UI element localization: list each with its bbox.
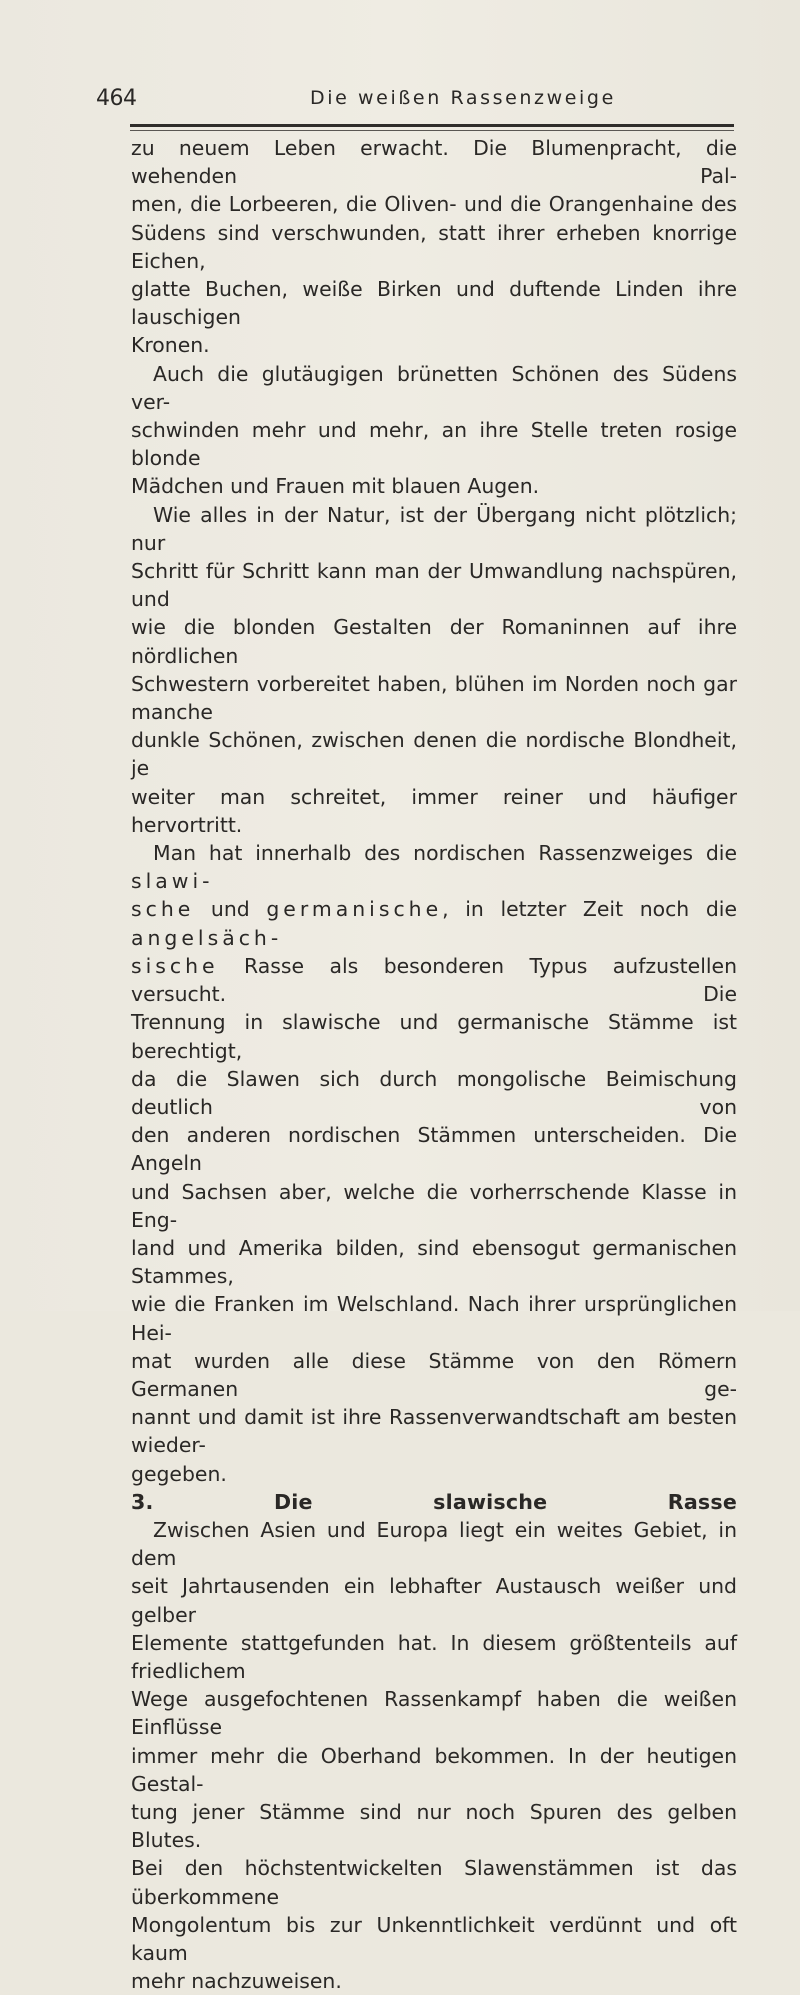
text-line xyxy=(131,952,737,1008)
spaced-term: sische xyxy=(131,953,219,978)
text-line: Mädchen und Frauen mit blauen Augen. xyxy=(131,474,540,499)
text-line: Trennung in slawische und germanische Stämme ist berechtigt, xyxy=(131,1010,737,1063)
page-number: 464 xyxy=(96,86,137,111)
running-title: Die weißen Rassenzweige xyxy=(310,87,616,109)
text-line: tung jener Stämme sind nur noch Spuren des gelben Blutes. xyxy=(131,1799,737,1853)
text-line: men, die Lorbeeren, die Oliven- und die Orangenhaine des xyxy=(131,192,737,217)
text-line: den anderen nordischen Stämmen unterscheiden. Die Angeln xyxy=(131,1123,737,1176)
text-line: Bei den höchstentwickelten Slawenstämmen ist das überkommene xyxy=(131,1856,737,1909)
text-line: zu neuem Leben erwacht. Die Blumenpracht, die wehenden Pal- xyxy=(131,136,737,189)
text-line: land und Amerika bilden, sind ebensogut germanischen Stammes, xyxy=(131,1235,737,1289)
text-line: mat wurden alle diese Stämme von den Römern Germanen ge- xyxy=(131,1348,737,1401)
text-line: Südens sind verschwunden, statt ihrer erheben knorrige Eichen, xyxy=(131,220,737,273)
text-line: schwinden mehr und mehr, an ihre Stelle treten rosige blonde xyxy=(131,418,737,471)
page-header xyxy=(96,86,736,118)
text-line xyxy=(131,839,737,895)
section-heading: 3. Die slawische Rasse xyxy=(131,1489,737,1514)
text-line: Kronen. xyxy=(131,333,210,358)
text-line: Wege ausgefochtenen Rassenkampf haben die weißen Einflüsse xyxy=(131,1687,737,1740)
text-line: weiter man schreitet, immer reiner und häufiger hervortritt. xyxy=(131,784,737,837)
text-line: dunkle Schönen, zwischen denen die nordische Blondheit, je xyxy=(131,728,737,781)
text-line: Mongolentum bis zur Unkenntlichkeit verdünnt und oft kaum xyxy=(131,1912,737,1965)
text-line: wie die blonden Gestalten der Romaninnen auf ihre nördlichen xyxy=(131,615,737,668)
text-run: Rasse als besonderen Typus aufzustellen versucht. Die xyxy=(131,953,737,1007)
text-line: mehr nachzuweisen. xyxy=(131,1969,342,1994)
text-line: Auch die glutäugigen brünetten Schönen des Südens ver- xyxy=(131,361,737,414)
spaced-term: slawi- xyxy=(131,869,214,894)
text-line: Schritt für Schritt kann man der Umwandlung nachspüren, und xyxy=(131,559,737,612)
text-line: gegeben. xyxy=(131,1461,227,1486)
text-line: glatte Buchen, weiße Birken und duftende Linden ihre lauschigen xyxy=(131,277,737,330)
text-run: und xyxy=(194,897,267,922)
text-line: wie die Franken im Welschland. Nach ihrer ursprünglichen Hei- xyxy=(131,1292,737,1345)
text-run: , in letzter Zeit noch die xyxy=(442,897,737,922)
text-line: immer mehr die Oberhand bekommen. In der heutigen Gestal- xyxy=(131,1743,737,1796)
spaced-term: sche xyxy=(131,897,195,922)
text-line: Wie alles in der Natur, ist der Übergang nicht plötzlich; nur xyxy=(131,502,737,555)
text-run: Man hat innerhalb des nordischen Rassenzweiges die xyxy=(153,841,737,866)
text-line xyxy=(131,895,737,951)
text-line: Elemente stattgefunden hat. In diesem größtenteils auf friedlichem xyxy=(131,1630,737,1683)
text-line: und Sachsen aber, welche die vorherrschende Klasse in Eng- xyxy=(131,1179,737,1232)
spaced-term: angelsäch- xyxy=(131,925,283,950)
text-line: da die Slawen sich durch mongolische Beimischung deutlich von xyxy=(131,1066,737,1119)
text-line: seit Jahrtausenden ein lebhafter Austausch weißer und gelber xyxy=(131,1574,737,1627)
body-text xyxy=(131,134,737,1995)
text-line: Schwestern vorbereitet haben, blühen im Norden noch gar manche xyxy=(131,671,737,725)
text-line: nannt und damit ist ihre Rassenverwandtschaft am besten wieder- xyxy=(131,1405,737,1458)
text-line: Zwischen Asien und Europa liegt ein weites Gebiet, in dem xyxy=(131,1517,737,1571)
header-rule xyxy=(130,124,734,127)
header-rule-thin xyxy=(130,130,734,131)
spaced-term: germanische xyxy=(266,897,443,922)
